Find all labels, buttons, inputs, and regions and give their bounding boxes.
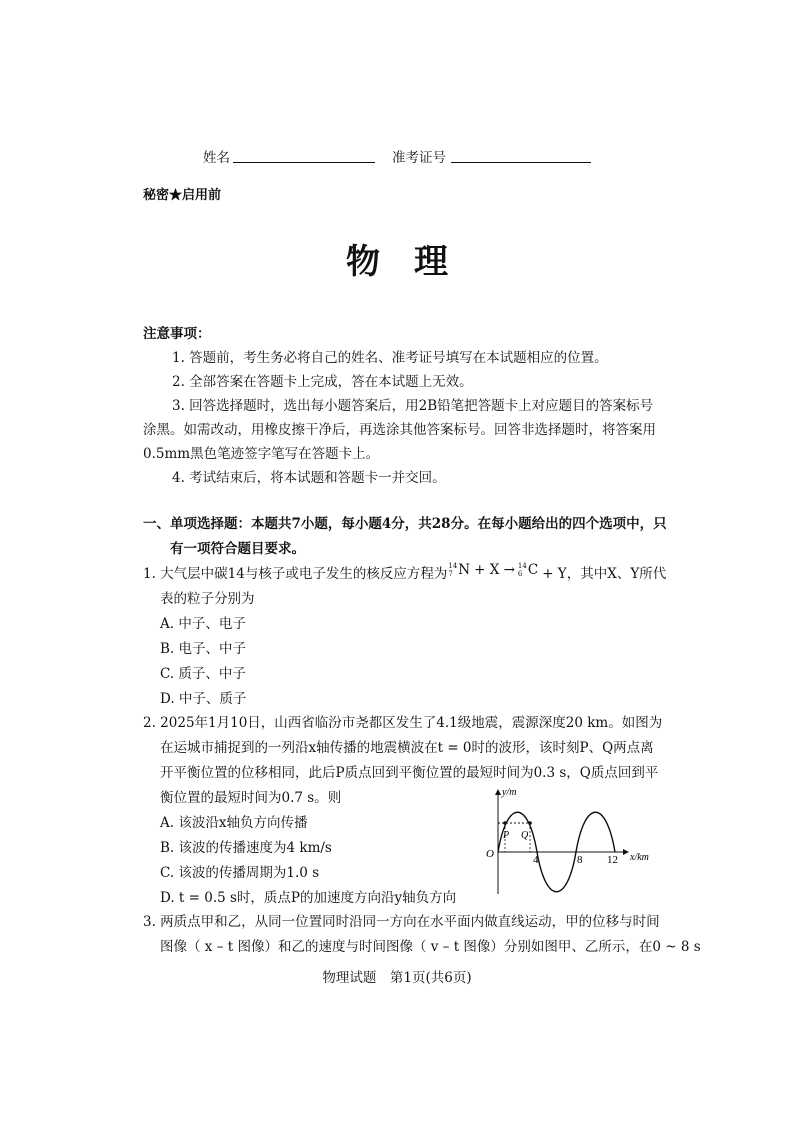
secret-mark: 秘密★启用前 [143,188,222,203]
q1-option-c: C. 质子、中子 [160,666,246,682]
equation-middle: + X → [474,562,515,578]
p-label: P [503,830,510,841]
page-title: 物 理 [346,242,448,282]
q1-option-d: D. 中子、质子 [160,691,247,707]
section-heading: 一、单项选择题：本题共7小题，每小题4分，共28分。在每小题给出的四个选项中，只 [143,516,667,532]
note-item: 3. 回答选择题时，选出每小题答案后，用2B铅笔把答题卡上对应题目的答案标号 [172,398,654,414]
section-heading-cont: 有一项符合题目要求。 [170,541,305,557]
q3-stem-cont: 图像（ x – t 图像）和乙的速度与时间图像（ v – t 图像）分别如图甲、乙所示，在0 ~ 8 s [160,939,701,955]
n-nuclide-numbers: 14 7 [448,562,458,578]
n-symbol: N [458,562,471,578]
point-q [528,821,532,825]
note-item: 1. 答题前，考生务必将自己的姓名、准考证号填写在本试题相应的位置。 [172,350,608,366]
tick-label-12: 12 [607,854,618,866]
q2-stem-cont: 开平衡位置的位移相同，此后P质点回到平衡位置的最短时间为0.3 s，Q质点回到平 [160,765,659,781]
id-blank [451,162,591,163]
q1-lead: 1. 大气层中碳14与核子或电子发生的核反应方程为 [143,566,448,582]
c-nuclide-numbers: 14 6 [517,562,527,578]
note-item: 2. 全部答案在答题卡上完成，答在本试题上无效。 [172,374,473,390]
notes-heading: 注意事项： [143,326,211,342]
q2-option-c: C. 该波的传播周期为1.0 s [160,865,320,881]
q2-stem: 2. 2025年1月10日，山西省临汾市尧都区发生了4.1级地震，震源深度20 km。如图为 [143,715,663,731]
q1-option-a: A. 中子、电子 [160,616,246,632]
q-label: Q [521,830,529,841]
q1-option-b: B. 电子、中子 [160,641,247,657]
q2-option-b: B. 该波的传播速度为4 km/s [160,840,332,856]
y-axis-label: y/m [502,787,517,798]
q1-stem [143,562,666,582]
note-item: 涂黑。如需改动，用橡皮擦干净后，再选涂其他答案标号。回答非选择题时，将答案用 [143,422,656,438]
page-footer: 物理试题 第1页(共6页) [322,970,472,986]
q2-stem-cont: 在运城市捕捉到的一列沿x轴传播的地震横波在t = 0时的波形，该时刻P、Q两点离 [160,740,654,756]
q1-stem-cont: 表的粒子分别为 [160,591,255,607]
q2-option-d: D. t = 0.5 s时，质点P的加速度方向沿y轴负方向 [160,890,457,906]
point-p [503,821,507,825]
wave-graph [478,786,660,898]
q2-option-a: A. 该波沿x轴负方向传播 [160,815,308,831]
note-item: 4. 考试结束后，将本试题和答题卡一并交回。 [172,470,446,486]
c-symbol: C [527,562,539,578]
tick-label-4: 4 [533,854,539,866]
name-blank [233,162,375,163]
q2-stem-cont: 衡位置的最短时间为0.7 s。则 [160,790,342,806]
x-axis-label: x/km [630,852,649,863]
q3-stem: 3. 两质点甲和乙，从同一位置同时沿同一方向在水平面内做直线运动，甲的位移与时间 [143,914,660,930]
equation-tail: + Y，其中X、Y所代 [542,566,667,582]
id-label: 准考证号 [392,150,446,166]
tick-label-8: 8 [577,854,583,866]
note-item: 0.5mm黑色笔迹签字笔写在答题卡上。 [143,446,380,462]
name-label: 姓名 [203,150,230,166]
origin-label: O [486,848,494,860]
